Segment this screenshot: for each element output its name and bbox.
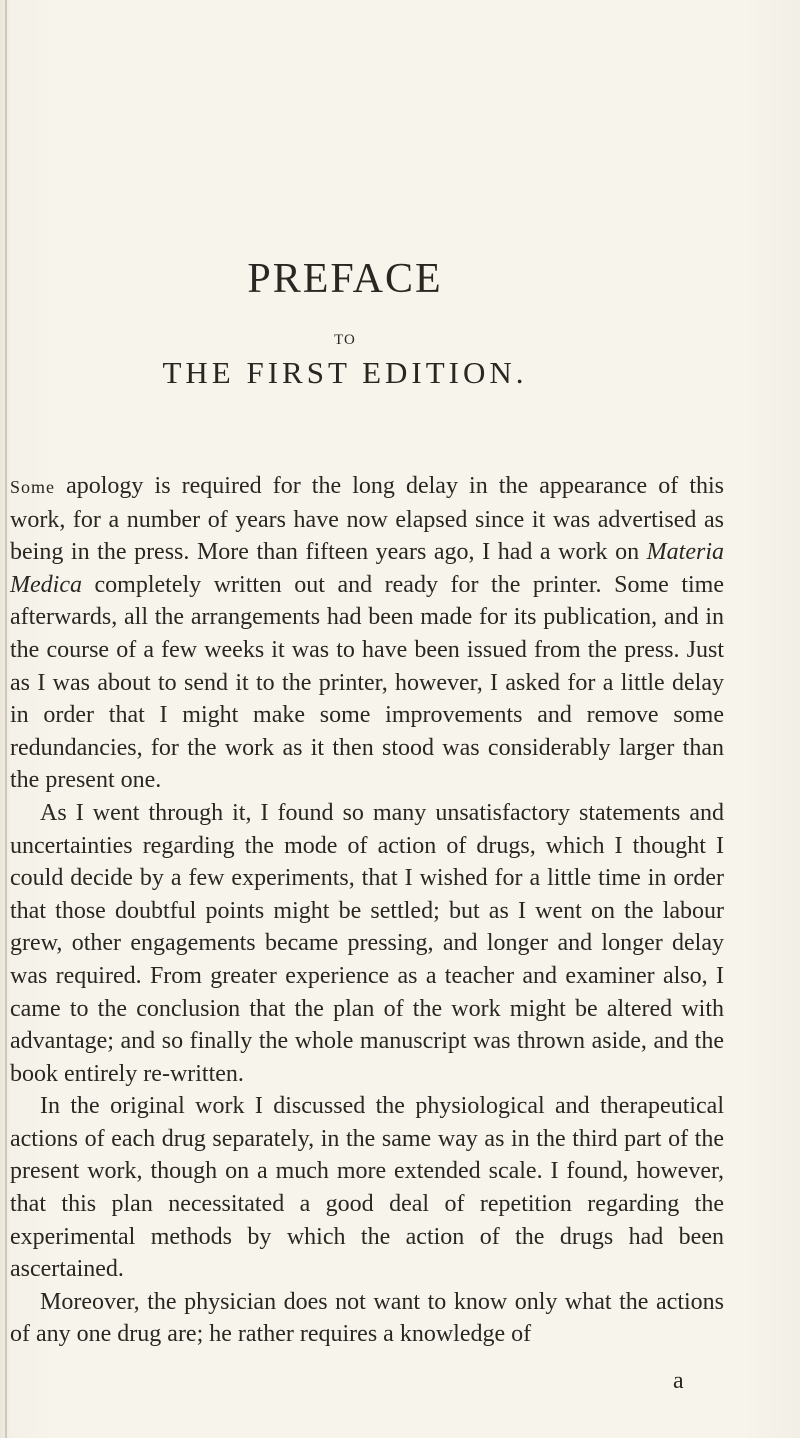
catchword: a xyxy=(673,1368,684,1394)
paragraph-4: Moreover, the physician does not want to know only what the actions of any one drug are; he rather requires a knowledge of xyxy=(10,1288,724,1348)
paragraph-1-lead: Some xyxy=(10,477,56,497)
preface-to-label: TO xyxy=(334,332,356,348)
preface-subtitle: THE FIRST EDITION. xyxy=(162,355,528,390)
paragraph-1-text: apology is required for the long delay in the appearance of this work, for a number of years have now elapsed since it was advertised as being in the press. More than fifteen years ago, I had a work on xyxy=(10,473,724,566)
paragraph-1-text2: completely written out and ready for the printer. Some time afterwards, all the arrangements had been made for its publication, and in the course of a few weeks it was to have been issued from the press. Just as I was about to send it to the printer, however, I asked for a little delay in order that I might make some improvements and remove some redundancies, for the work as it then stood was considerably larger than the present one. xyxy=(10,571,724,794)
paragraph-3: In the original work I discussed the physiological and therapeutical actions of each drug separately, in the same way as in the third part of the present work, though on a much more extended scale. I found, however, that this plan necessitated a good deal of repetition regarding the experimental methods by which the action of the drugs had been ascertained. xyxy=(10,1093,724,1283)
paragraph-1-italic: Materia Medica xyxy=(10,539,724,598)
preface-title: PREFACE xyxy=(247,256,443,302)
page-gutter xyxy=(5,0,7,1438)
paragraph-2: As I went through it, I found so many unsatisfactory statements and uncertainties regarding the mode of action of drugs, which I thought I could decide by a few experiments, that I wished for a little time in order that those doubtful points might be settled; but as I went on the labour grew, other engagements became pressing, and longer and longer delay was required. From greater experience as a teacher and examiner also, I came to the conclusion that the plan of the work might be altered with advantage; and so finally the whole manuscript was thrown aside, and the book entirely re-written. xyxy=(10,799,724,1087)
paragraph-1 xyxy=(10,470,724,797)
preface-body xyxy=(10,470,724,1351)
